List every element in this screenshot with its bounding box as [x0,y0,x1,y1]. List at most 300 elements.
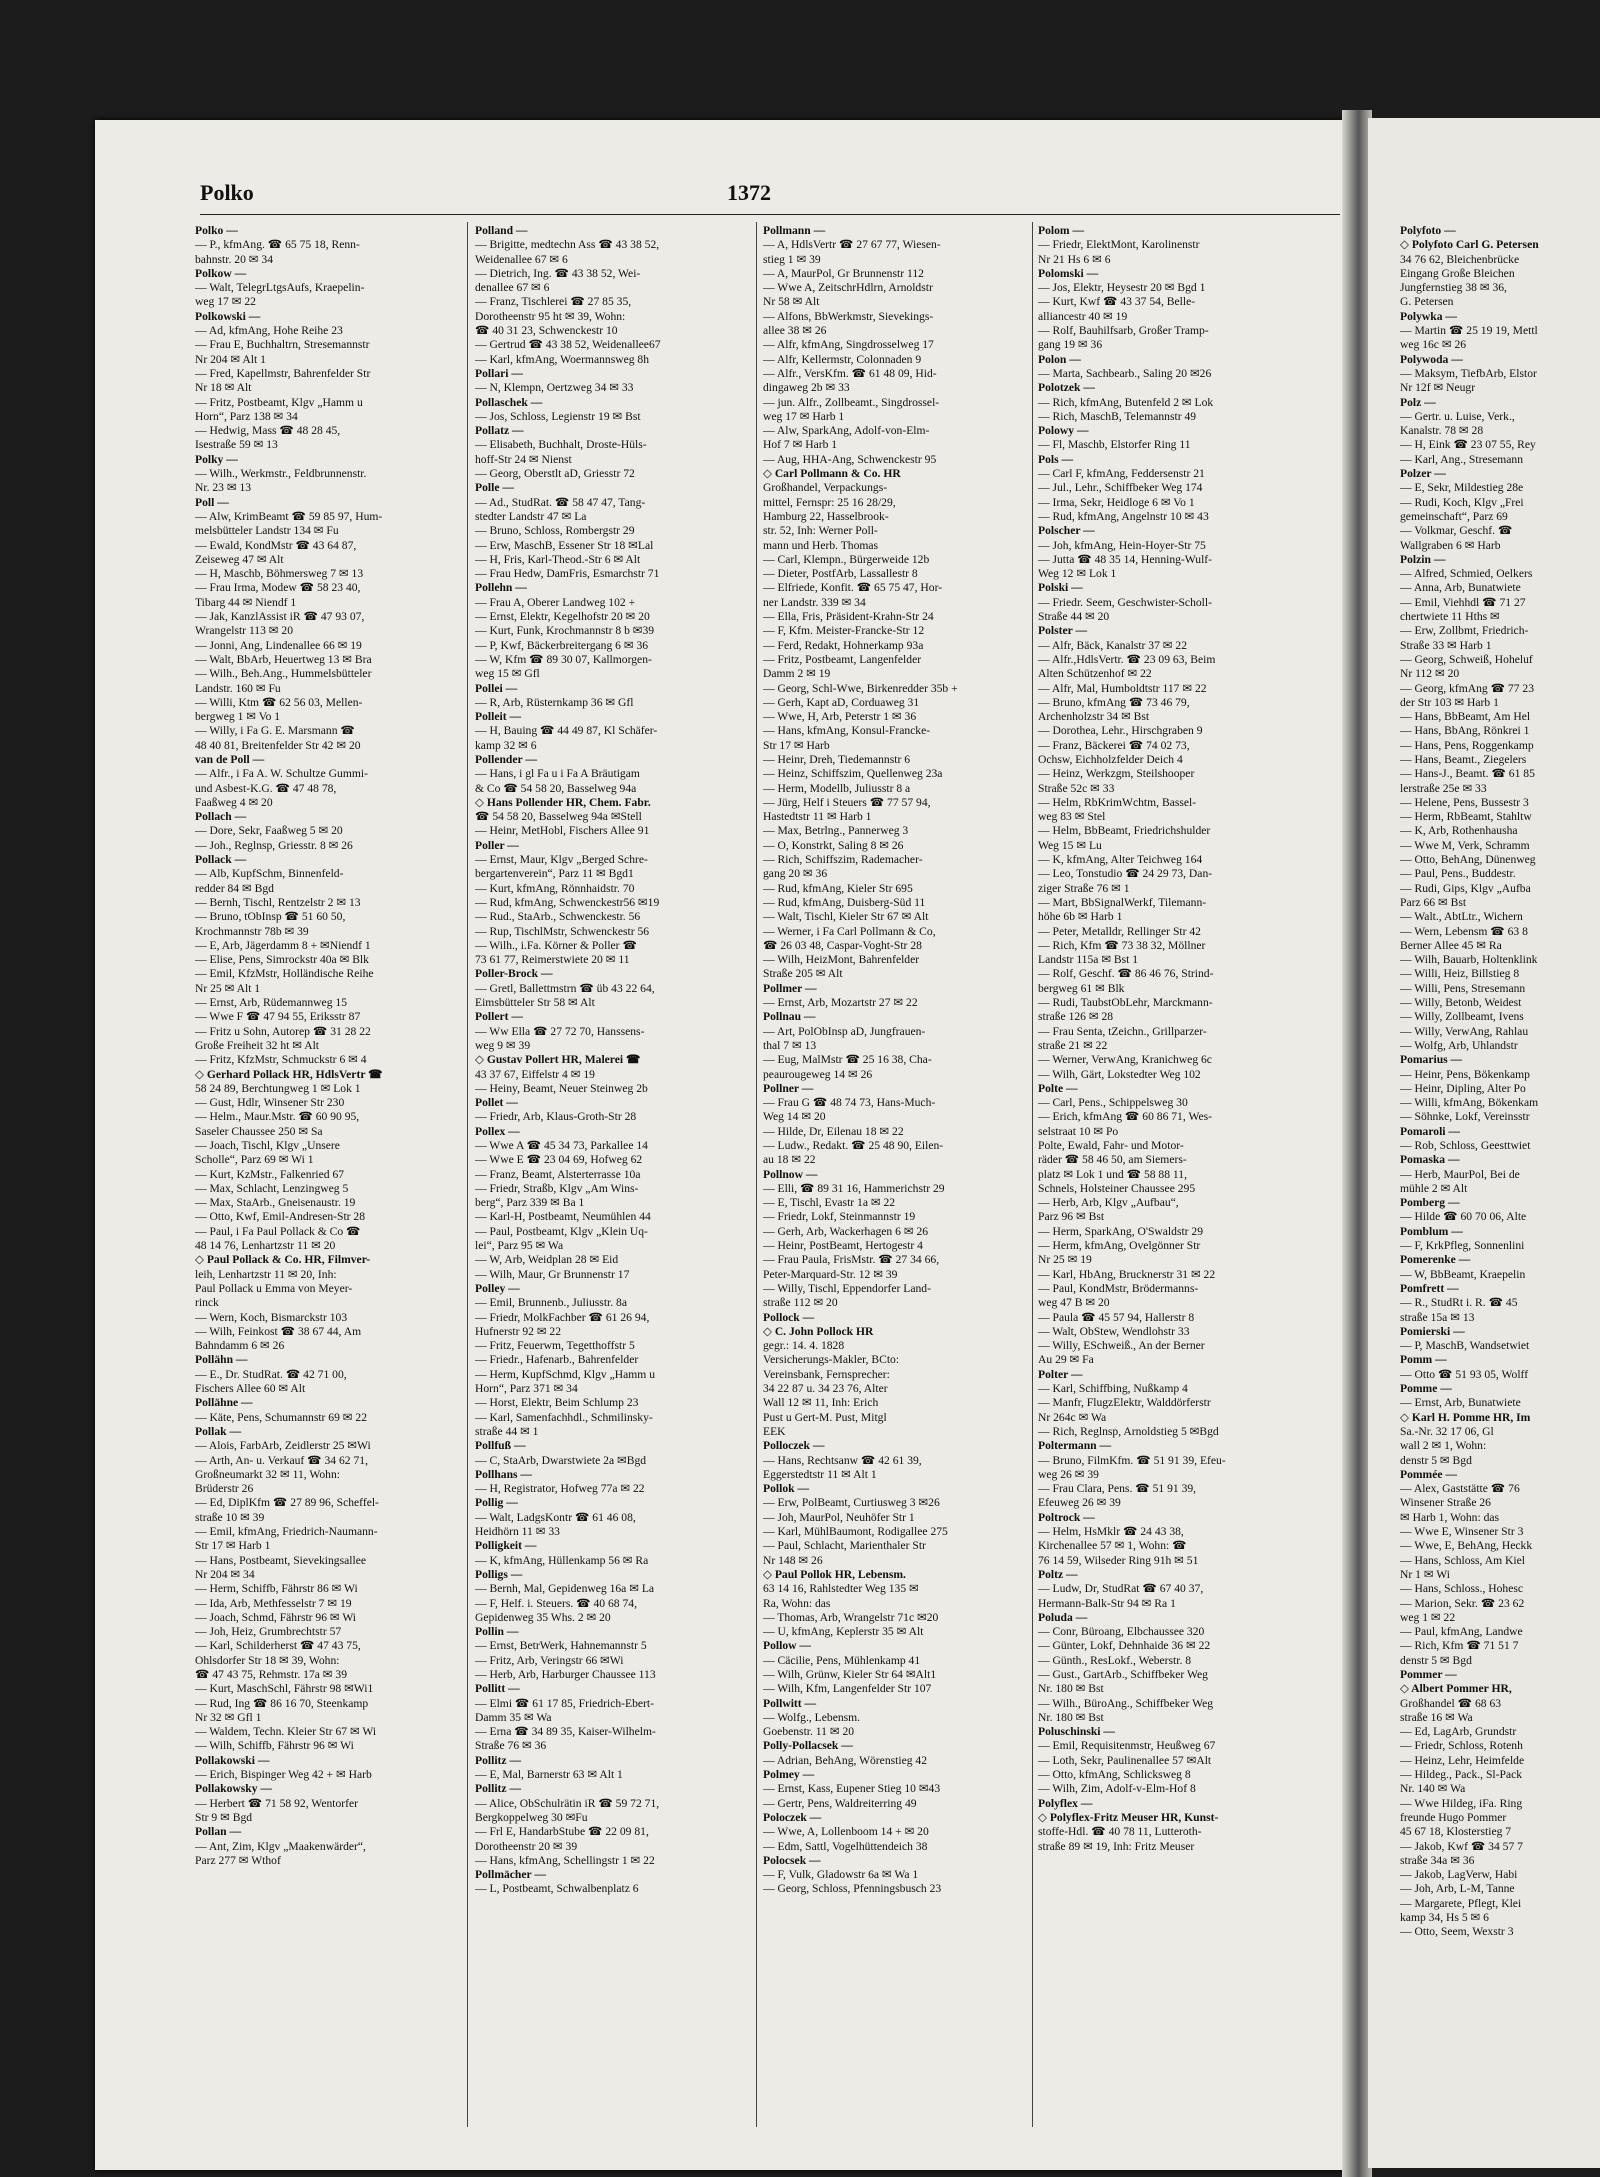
surname-heading: Pollitt — [475,1682,520,1696]
surname-heading: Poluda — [1038,1610,1088,1624]
directory-entry-line: — Ludw., Redakt. ☎ 25 48 90, Eilen- [763,1139,944,1152]
surname-heading: Pollwitt — [763,1696,817,1710]
directory-entry-line: Sa.-Nr. 32 17 06, Gl [1400,1424,1494,1438]
directory-entry-line: Hermann-Balk-Str 94 ✉ Ra 1 [1038,1596,1176,1610]
directory-entry-line: — Karl-H, Postbeamt, Neumühlen 44 [475,1210,651,1224]
directory-entry-line: — Rud, kfmAng, Schwenckestr56 ✉19 [475,895,660,909]
surname-heading: Polmey — [763,1768,815,1782]
directory-entry-line: — Wilh, Grünw, Kieler Str 64 ✉Alt1 [763,1667,937,1681]
directory-entry-line: gang 20 ✉ 36 [763,867,828,881]
directory-entry-line: leih, Lenhartzstr 11 ✉ 20, Inh: [195,1267,337,1281]
surname-heading: Polom — [1038,224,1085,237]
directory-entry-line: ◇ Paul Pollok HR, Lebensm. [763,1567,906,1581]
directory-entry-line: ☎ 47 43 75, Rehmstr. 17a ✉ 39 [195,1667,348,1681]
directory-entry-line: — Heinr, Dipling, Alter Po [1400,1081,1526,1095]
directory-entry-line: — Max, Betrlng., Pannerweg 3 [763,824,909,838]
surname-heading: Pollaschek — [475,395,543,409]
directory-entry-line: — Herbert ☎ 71 58 92, Wentorfer [195,1796,359,1810]
directory-entry-line: — Martin ☎ 25 19 19, Mettl [1400,324,1538,338]
directory-entry-line: — Hans, Rechtsanw ☎ 42 61 39, [763,1453,922,1467]
directory-entry-line: alliancestr 40 ✉ 19 [1038,309,1128,323]
directory-entry-line: Berner Allee 45 ✉ Ra [1400,938,1502,952]
directory-entry-line: — Walt, Tischl, Kieler Str 67 ✉ Alt [763,910,929,924]
directory-entry-line: Nr 264c ✉ Wa [1038,1410,1107,1424]
directory-entry-line: — H, Registrator, Hofweg 77a ✉ 22 [475,1482,645,1496]
directory-entry-line: — Wwe F ☎ 47 94 55, Eriksstr 87 [195,1010,361,1024]
directory-entry-line: — W, BbBeamt, Kraepelin [1400,1267,1526,1281]
directory-entry-line: — Rolf, Geschf. ☎ 86 46 76, Strind- [1038,967,1214,981]
directory-entry-line: — Ww Ella ☎ 27 72 70, Hanssens- [475,1024,645,1038]
directory-entry-line: — Joach, Schmd, Fährstr 96 ✉ Wi [195,1610,357,1624]
directory-entry-line: — Frau E, Buchhaltrn, Stresemannstr [195,338,370,352]
surname-heading: Polon — [1038,352,1081,366]
directory-entry-line: — Käte, Pens, Schumannstr 69 ✉ 22 [195,1410,368,1424]
directory-entry-line: — Erich, kfmAng ☎ 60 86 71, Wes- [1038,1110,1212,1124]
directory-entry-line: — K, kfmAng, Hüllenkamp 56 ✉ Ra [475,1553,649,1567]
directory-entry-line: — Friedr. Seem, Geschwister-Scholl- [1038,595,1212,609]
directory-entry-line: — Frau G ☎ 48 74 73, Hans-Much- [763,1096,936,1110]
directory-entry-line: Brüderstr 26 [195,1482,254,1496]
directory-entry-line: — Frau Irma, Modew ☎ 58 23 40, [195,581,361,595]
directory-entry-line: — Joh, kfmAng, Hein-Hoyer-Str 75 [1038,538,1206,552]
directory-entry-line: — Fritz, Feuerwm, Tegetthoffstr 5 [475,1339,635,1353]
surname-heading: Poltrock — [1038,1510,1095,1524]
surname-heading: Polowy — [1038,424,1089,438]
directory-entry-line: peaurougeweg 14 ✉ 26 [763,1067,873,1081]
directory-entry-line: ◇ C. John Pollock HR [763,1324,874,1338]
directory-entry-line: — Friedr, ElektMont, Karolinenstr [1038,238,1200,252]
surname-heading: Polle — [475,481,514,495]
directory-entry-line: — Loth, Sekr, Paulinenallee 57 ✉Alt [1038,1753,1212,1767]
directory-entry-line: melsbütteler Landstr 134 ✉ Fu [195,524,339,538]
directory-entry-line: stoffe-Hdl. ☎ 40 78 11, Lutteroth- [1038,1825,1202,1839]
directory-entry-line: Dorotheenstr 95 ht ✉ 39, Wohn: [475,309,626,323]
directory-entry-line: Str 17 ✉ Harb 1 [195,1539,271,1553]
directory-entry-line: — Wwe, H, Arb, Peterstr 1 ✉ 36 [763,710,917,724]
directory-entry-line: — Herm, RbBeamt, Stahltw [1400,810,1532,824]
directory-entry-line: Eimsbütteler Str 58 ✉ Alt [475,996,595,1010]
directory-entry-line: Str 9 ✉ Bgd [195,1810,253,1824]
directory-entry-line: — Willy, i Fa G. E. Marsmann ☎ [195,724,355,738]
directory-entry-line: denstr 5 ✉ Bgd [1400,1653,1472,1667]
directory-entry-line: — Karl, MühlBaumont, Rodigallee 275 [763,1525,948,1539]
directory-entry-line: freunde Hugo Pommer [1400,1810,1507,1824]
surname-heading: Pomaska — [1400,1153,1460,1167]
directory-entry-line: — Willy, ESchweiß., An der Berner [1038,1339,1205,1353]
directory-entry-line: — Gertr. u. Luise, Verk., [1400,409,1515,423]
surname-heading: Polomski — [1038,266,1099,280]
directory-entry-line: — Heiny, Beamt, Neuer Steinweg 2b [475,1081,648,1095]
directory-entry-line: — K, kfmAng, Alter Teichweg 164 [1038,853,1203,867]
directory-entry-line: weg 16c ✉ 26 [1400,338,1467,352]
directory-entry-line: Paul Pollack u Emma von Meyer- [195,1281,353,1295]
directory-entry-line: — Elisabeth, Buchhalt, Droste-Hüls- [475,438,647,452]
surname-heading: Pollex — [475,1124,520,1138]
directory-entry-line: Wall 12 ✉ 11, Inh: Erich [763,1396,879,1410]
directory-entry-line: — Wilh, Schiffb, Fährstr 96 ✉ Wi [195,1739,354,1753]
directory-entry-line: — K, Arb, Rothenhausha [1400,824,1518,838]
directory-entry-line: lerstraße 25e ✉ 33 [1400,781,1487,795]
directory-entry-line: au 18 ✉ 22 [763,1153,816,1167]
directory-entry-line: — Rudi, Koch, Klgv „Frei [1400,495,1524,509]
directory-entry-line: — Kurt, MaschSchl, Fährstr 98 ✉Wi1 [195,1682,374,1696]
surname-heading: Pomaroli — [1400,1124,1461,1138]
directory-entry-line: — Joh, Arb, L-M, Tanne [1400,1882,1515,1896]
directory-entry-line: straße 112 ✉ 20 [763,1296,838,1310]
directory-entry-line: — Hans, BbAng, Rönkrei 1 [1400,724,1530,738]
directory-entry-line: — Rich, Reglnsp, Arnoldstieg 5 ✉Bgd [1038,1424,1219,1438]
directory-entry-line: — Ernst, Arb, Rüdemannweg 15 [195,996,347,1010]
directory-entry-line: Straße 76 ✉ 36 [475,1739,547,1753]
directory-entry-line: — Alfr.,HdlsVertr. ☎ 23 09 63, Beim [1038,652,1216,666]
directory-entry-line: — Karl, Ang., Stresemann [1400,452,1524,466]
directory-entry-line: hoff-Str 24 ✉ Nienst [475,452,572,466]
surname-heading: Polley — [475,1281,520,1295]
directory-entry-line: — Heinr, Pens, Bökenkamp [1400,1067,1530,1081]
directory-entry-line: — Alfr, Mal, Humboldtstr 117 ✉ 22 [1038,681,1207,695]
directory-entry-line: Versicherungs-Makler, BCto: [763,1353,900,1367]
surname-heading: Pollari — [475,366,523,380]
directory-entry-line: 73 61 77, Reimerstwiete 20 ✉ 11 [475,953,630,967]
directory-entry-line: Großhandel ☎ 68 63 [1400,1696,1502,1710]
directory-entry-line: — Wern, Koch, Bismarckstr 103 [195,1310,348,1324]
directory-entry-line: — Kurt, Funk, Krochmannstr 8 b ✉39 [475,624,655,638]
page-number: 1372 [727,180,771,205]
directory-entry-line: Archenholzstr 34 ✉ Bst [1038,710,1150,724]
directory-entry-line: — Max, StaArb., Gneisenaustr. 19 [195,1196,356,1210]
directory-entry-line: mittel, Fernspr: 25 16 28/29, [763,495,896,509]
directory-entry-line: — Rud, Ing ☎ 86 16 70, Steenkamp [195,1696,369,1710]
directory-entry-line: — Ludw, Dr, StudRat ☎ 67 40 37, [1038,1582,1204,1596]
directory-entry-line: — F, KrkPfleg, Sonnenlini [1400,1239,1525,1253]
directory-entry-line: — Walt, BbArb, Heuertweg 13 ✉ Bra [195,652,372,666]
directory-entry-line: — Rudi, TaubstObLehr, Marckmann- [1038,996,1213,1010]
directory-entry-line: Kirchenallee 57 ✉ 1, Wohn: ☎ [1038,1539,1187,1553]
directory-entry-line: — Karl, Schilderherst ☎ 47 43 75, [195,1639,361,1653]
surname-heading: Poller-Brock — [475,967,553,981]
directory-entry-line: — W, Arb, Weidplan 28 ✉ Eid [475,1253,619,1267]
directory-entry-line: gegr.: 14. 4. 1828 [763,1339,845,1353]
directory-entry-line: stedter Landstr 47 ✉ La [475,509,587,523]
directory-entry-line: 63 14 16, Rahlstedter Weg 135 ✉ [763,1582,919,1596]
directory-entry-line: — Wwe A ☎ 45 34 73, Parkallee 14 [475,1139,648,1152]
directory-entry-line: — Wwe E, Winsener Str 3 [1400,1525,1524,1539]
surname-heading: Pollok — [763,1482,810,1496]
directory-entry-line: — Frau Paula, FrisMstr. ☎ 27 34 66, [763,1253,940,1267]
directory-entry-line: Ra, Wohn: das [763,1596,831,1610]
directory-entry-line: — Carl, Klempn., Bürgerweide 12b [763,552,930,566]
directory-entry-line: — Otto, Seem, Wexstr 3 [1400,1925,1514,1939]
directory-entry-line: — P, MaschB, Wandsetwiet [1400,1339,1530,1353]
directory-entry-line: — Margarete, Pflegt, Klei [1400,1896,1522,1910]
directory-entry-line: — Ewald, KondMstr ☎ 43 64 87, [195,538,357,552]
directory-entry-line: — Hans, Beamt., Ziegelers [1400,752,1527,766]
directory-entry-line: — Werner, VerwAng, Kranichweg 6c [1038,1053,1212,1067]
directory-entry-line: bergweg 1 ✉ Vo 1 [195,710,281,724]
surname-heading: Polocsek — [763,1853,821,1867]
directory-entry-line: Nr 12f ✉ Neugr [1400,381,1476,395]
directory-entry-line: — Alfr., i Fa A. W. Schultze Gummi- [195,767,368,781]
surname-heading: Pollert — [475,1010,523,1024]
directory-entry-line: Nr. 23 ✉ 13 [195,481,252,495]
header-rule [200,214,1340,215]
directory-entry-line: — Marta, Sachbearb., Saling 20 ✉26 [1038,366,1212,380]
directory-entry-line: — Karl, Samenfachhdl., Schmilinsky- [475,1410,653,1424]
directory-entry-line: Hufnerstr 92 ✉ 22 [475,1324,562,1338]
directory-entry-line: — Emil, KfzMstr, Holländische Reihe [195,967,374,981]
directory-entry-line: — Otto, BehAng, Dünenweg [1400,853,1536,867]
directory-entry-line: — Hans, i gl Fa u i Fa A Bräutigam [475,767,640,781]
directory-entry-line: — Heinr, MetHobl, Fischers Allee 91 [475,824,650,838]
directory-entry-line: — Bruno, kfmAng ☎ 73 46 79, [1038,695,1190,709]
directory-entry-line: — Günth., ResLokf., Weberstr. 8 [1038,1653,1192,1667]
directory-entry-line: rinck [195,1296,219,1310]
directory-entry-line: ◇ Karl H. Pomme HR, Im [1400,1410,1531,1424]
directory-entry-line: — Georg, kfmAng ☎ 77 23 [1400,681,1535,695]
directory-entry-line: 45 67 18, Klosterstieg 7 [1400,1825,1512,1839]
column-2 [475,224,750,2129]
directory-entry-line: Weg 14 ✉ 20 [763,1110,826,1124]
directory-entry-line: — Kurt, kfmAng, Rönnhaidstr. 70 [475,881,635,895]
directory-entry-line: — Peter, Metalldr, Rellinger Str 42 [1038,924,1201,938]
directory-entry-line: Fischers Allee 60 ✉ Alt [195,1382,306,1396]
directory-entry-line: weg 15 ✉ Gfl [475,667,540,681]
surname-heading: Poll — [195,495,229,509]
directory-entry-line: gang 19 ✉ 36 [1038,338,1103,352]
column-divider [467,222,468,2127]
directory-entry-line: straße 44 ✉ 1 [475,1424,539,1438]
directory-entry-line: — Wwe, A, Lollenboom 14 + ✉ 20 [763,1825,929,1839]
surname-heading: Pollnow — [763,1167,818,1181]
directory-entry-line: — Adrian, BehAng, Wörenstieg 42 [763,1753,928,1767]
directory-entry-line: — Herm, KupfSchmd, Klgv „Hamm u [475,1367,655,1381]
directory-entry-line: — Gerh, Kapt aD, Corduaweg 31 [763,695,920,709]
directory-entry-line: Str 17 ✉ Harb [763,738,830,752]
directory-entry-line: Schnels, Holsteiner Chaussee 295 [1038,1181,1196,1195]
directory-entry-line: — Willy, VerwAng, Rahlau [1400,1024,1529,1038]
directory-entry-line: Eingang Große Bleichen [1400,266,1515,280]
facing-page-column [1400,224,1600,2129]
directory-entry-line: — Wilh, Feinkost ☎ 38 67 44, Am [195,1324,362,1338]
directory-entry-line: straße 10 ✉ 39 [195,1510,265,1524]
directory-entry-line: Nr 204 ✉ Alt 1 [195,352,266,366]
directory-entry-line: — Gerh, Arb, Wackerhagen 6 ✉ 26 [763,1224,929,1238]
directory-entry-line: — Wilh, Zim, Adolf-v-Elm-Hof 8 [1038,1782,1196,1796]
directory-entry-line: — Emil, kfmAng, Friedrich-Naumann- [195,1525,378,1539]
directory-entry-line: — Emil, Brunnenb., Juliusstr. 8a [475,1296,628,1310]
directory-entry-line: — Helm, HsMklr ☎ 24 43 38, [1038,1525,1184,1539]
surname-heading: Pomberg — [1400,1196,1460,1210]
directory-entry-line: — Jonni, Ang, Lindenallee 66 ✉ 19 [195,638,362,652]
directory-entry-line: — Ferd, Redakt, Hohnerkamp 93a [763,638,924,652]
directory-entry-line: — Herb, MaurPol, Bei de [1400,1167,1520,1181]
directory-entry-line: — Gretl, Ballettmstrn ☎ üb 43 22 64, [475,981,655,995]
directory-entry-line: — Cäcilie, Pens, Mühlenkamp 41 [763,1653,921,1667]
directory-entry-line: — Paul, KondMstr, Brödermanns- [1038,1281,1199,1295]
directory-entry-line: — Karl, kfmAng, Woermannsweg 8h [475,352,650,366]
directory-entry-line: Damm 35 ✉ Wa [475,1710,552,1724]
column-1 [195,224,460,2129]
directory-entry-line: Au 29 ✉ Fa [1038,1353,1094,1367]
directory-entry-line: — Rud, kfmAng, Duisberg-Süd 11 [763,895,926,909]
directory-entry-line: — Alb, KupfSchm, Binnenfeld- [195,867,344,881]
surname-heading: Pommer — [1400,1667,1457,1681]
directory-entry-line: straße 34a ✉ 36 [1400,1853,1475,1867]
surname-heading: Pollmer — [763,981,817,995]
directory-entry-line: Scholle“, Parz 69 ✉ Wi 1 [195,1153,314,1167]
directory-entry-line: — H, Eink ☎ 23 07 55, Rey [1400,438,1536,452]
directory-entry-line: — Willy, Betonb, Weidest [1400,996,1522,1010]
directory-entry-line: — Alfr, Bäck, Kanalstr 37 ✉ 22 [1038,638,1187,652]
surname-heading: Polywoda — [1400,352,1463,366]
directory-entry-line: — Elise, Pens, Simrockstr 40a ✉ Blk [195,953,369,967]
surname-heading: Polster — [1038,624,1088,638]
directory-entry-line: und Asbest-K.G. ☎ 47 48 78, [195,781,337,795]
directory-entry-line: Horn“, Parz 138 ✉ 34 [195,409,298,423]
directory-entry-line: Hof 7 ✉ Harb 1 [763,438,838,452]
directory-entry-line: Große Freiheit 32 ht ✉ Alt [195,1038,320,1052]
directory-entry-line: Parz 96 ✉ Bst [1038,1210,1105,1224]
directory-entry-line: 34 76 62, Bleichenbrücke [1400,252,1520,266]
directory-entry-line: — Gertr, Pens, Waldreiterring 49 [763,1796,917,1810]
directory-entry-line: — Carl, Pens., Schippelsweg 30 [1038,1096,1188,1110]
directory-entry-line: — Conr, Büroang, Elbchaussee 320 [1038,1625,1205,1639]
directory-entry-line: lei“, Parz 95 ✉ Wa [475,1239,564,1253]
directory-entry-line: Weg 12 ✉ Lok 1 [1038,567,1117,581]
directory-entry-line: — Ernst, Elektr, Kegelhofstr 20 ✉ 20 [475,610,650,624]
directory-entry-line: weg 47 B ✉ 20 [1038,1296,1110,1310]
directory-entry-line: — Herb, Arb, Klgv „Aufbau“, [1038,1196,1179,1210]
directory-entry-line: — Maksym, TiefbArb, Elstor [1400,366,1537,380]
directory-entry-line: selstraat 10 ✉ Po [1038,1124,1119,1138]
directory-entry-line: — O, Konstrkt, Saling 8 ✉ 26 [763,838,904,852]
directory-entry-line: Vereinsbank, Fernsprecher: [763,1367,890,1381]
surname-heading: Pols — [1038,452,1074,466]
directory-entry-line: — Wwe A, ZeitschrHdlrn, Arnoldstr [763,281,933,295]
directory-entry-line: — Mart, BbSignalWerkf, Tilemann- [1038,895,1207,909]
directory-entry-line: — Ad, kfmAng, Hohe Reihe 23 [195,324,343,338]
directory-entry-line: ziger Straße 76 ✉ 1 [1038,881,1130,895]
directory-entry-line: — Heinr, Dreh, Tiedemannstr 6 [763,752,911,766]
surname-heading: Polte — [1038,1081,1078,1095]
directory-entry-line: — Joh., Reglnsp, Griesstr. 8 ✉ 26 [195,838,353,852]
directory-entry-line: — L, Postbeamt, Schwalbenplatz 6 [475,1882,639,1896]
directory-entry-line: — A, MaurPol, Gr Brunnenstr 112 [763,266,924,280]
directory-entry-line: — Jak, KanzlAssist iR ☎ 47 93 07, [195,610,365,624]
directory-entry-line: — Paul, Pens., Buddestr. [1400,867,1516,881]
directory-entry-line: — Wilh., i.Fa. Körner & Poller ☎ [475,938,637,952]
directory-entry-line: — Georg, Schloss, Pfenningsbusch 23 [763,1882,942,1896]
surname-heading: Pomm — [1400,1353,1447,1367]
directory-entry-line: — Jos, Schloss, Legienstr 19 ✉ Bst [475,409,641,423]
directory-entry-line: — Friedr, Schloss, Rotenh [1400,1739,1523,1753]
surname-heading: Pollach — [195,810,247,824]
directory-entry-line: — Willy, Tischl, Eppendorfer Land- [763,1281,931,1295]
directory-entry-line: Eggerstedtstr 11 ✉ Alt 1 [763,1467,877,1481]
directory-entry-line: — Hilde, Dr, Eilenau 18 ✉ 22 [763,1124,904,1138]
surname-heading: Pollfuß — [475,1439,526,1453]
directory-entry-line: — Walt., AbtLtr., Wichern [1400,910,1523,924]
surname-heading: Pollakowsky — [195,1782,272,1796]
surname-heading: Pomerenke — [1400,1253,1471,1267]
column-3 [763,224,1038,2129]
directory-entry-line: — Alw, SparkAng, Adolf-von-Elm- [763,424,930,438]
directory-entry-line: — Karl, HbAng, Brucknerstr 31 ✉ 22 [1038,1267,1216,1281]
directory-entry-line: — Wwe E ☎ 23 04 69, Hofweg 62 [475,1153,643,1167]
directory-entry-line: — Walt, ObStew, Wendlohstr 33 [1038,1324,1190,1338]
directory-entry-line: — Dietrich, Ing. ☎ 43 38 52, Wei- [475,266,641,280]
directory-entry-line: — Carl F, kfmAng, Feddersenstr 21 [1038,467,1205,481]
directory-entry-line: — Fl, Maschb, Elstorfer Ring 11 [1038,438,1191,452]
directory-entry-line: — Hans, Schloss, Am Kiel [1400,1553,1525,1567]
directory-entry-line: Bahndamm 6 ✉ 26 [195,1339,285,1353]
surname-heading: Pollähn — [195,1353,248,1367]
directory-entry-line: — Herb, Arb, Harburger Chaussee 113 [475,1667,656,1681]
directory-entry-line: — Rich, Kfm ☎ 73 38 32, Möllner [1038,938,1206,952]
directory-entry-line: — Rud., StaArb., Schwenckestr. 56 [475,910,641,924]
directory-entry-line: — Emil, Viehhdl ☎ 71 27 [1400,595,1526,609]
directory-entry-line: — Franz, Tischlerei ☎ 27 85 35, [475,295,632,309]
directory-entry-line: — Dore, Sekr, Faaßweg 5 ✉ 20 [195,824,343,838]
directory-entry-line: 76 14 59, Wilseder Ring 91h ✉ 51 [1038,1553,1199,1567]
directory-entry-line: str. 52, Inh: Werner Poll- [763,524,878,538]
directory-entry-line: ◇ Gerhard Pollack HR, HdlsVertr ☎ [195,1067,383,1081]
directory-entry-line: — Walt, TelegrLtgsAufs, Kraepelin- [195,281,365,295]
directory-entry-line: — Heinr, PostBeamt, Hertogestr 4 [763,1239,923,1253]
directory-entry-line: Ochsw, Eichholzfelder Deich 4 [1038,752,1183,766]
directory-entry-line: — Friedr, MolkFachber ☎ 61 26 94, [475,1310,650,1324]
surname-heading: Polywka — [1400,309,1458,323]
surname-heading: Pollmann — [763,224,826,237]
surname-heading: Pollei — [475,681,518,695]
surname-heading: Polzin — [1400,552,1446,566]
surname-heading: Pomarius — [1400,1053,1463,1067]
directory-entry-line: Nr. 180 ✉ Bst [1038,1682,1104,1696]
directory-entry-line: thal 7 ✉ 13 [763,1038,817,1052]
directory-entry-line: — Werner, i Fa Carl Pollmann & Co, [763,924,936,938]
directory-entry-line: Pust u Gert-M. Pust, Mitgl [763,1410,887,1424]
directory-entry-line: — Ed, DiplKfm ☎ 27 89 96, Scheffel- [195,1496,379,1510]
directory-entry-line: der Str 103 ✉ Harb 1 [1400,695,1499,709]
directory-entry-line: Nr 112 ✉ 20 [1400,667,1460,681]
directory-entry-line: — Hans, kfmAng, Schellingstr 1 ✉ 22 [475,1853,655,1867]
directory-entry-line: Winsener Straße 26 [1400,1496,1491,1510]
directory-entry-line: — Brigitte, medtechn Ass ☎ 43 38 52, [475,238,660,252]
directory-entry-line: — Bruno, tObInsp ☎ 51 60 50, [195,910,346,924]
directory-entry-line: Nr 25 ✉ 19 [1038,1253,1092,1267]
directory-entry-line: Parz 66 ✉ Bst [1400,895,1467,909]
directory-entry-line: — Kurt, KzMstr., Falkenried 67 [195,1167,345,1181]
directory-entry-line: — Willi, kfmAng, Bökenkam [1400,1096,1539,1110]
directory-entry-line: — Fritz u Sohn, Autorep ☎ 31 28 22 [195,1024,371,1038]
directory-entry-line: Faaßweg 4 ✉ 20 [195,795,273,809]
surname-heading: Polter — [1038,1367,1083,1381]
surname-heading: Polloczek — [763,1439,825,1453]
directory-entry-line: — Friedr, Arb, Klaus-Groth-Str 28 [475,1110,637,1124]
directory-entry-line: — Elmi ☎ 61 17 85, Friedrich-Ebert- [475,1696,654,1710]
directory-entry-line: — Rup, TischlMstr, Schwenckestr 56 [475,924,650,938]
directory-entry-line: bahnstr. 20 ✉ 34 [195,252,273,266]
surname-heading: Pommée — [1400,1467,1457,1481]
directory-entry-line: Nr 204 ✉ 34 [195,1567,255,1581]
directory-entry-line: — Söhnke, Lokf, Vereinsstr [1400,1110,1530,1124]
directory-entry-line: — Wilh., Beh.Ang., Hummelsbütteler [195,667,372,681]
directory-entry-line: 48 40 81, Breitenfelder Str 42 ✉ 20 [195,738,361,752]
directory-entry-line: — Joh, Heiz, Grumbrechtstr 57 [195,1625,342,1639]
directory-entry-line: — Georg, Schl-Wwe, Birkenredder 35b + [763,681,958,695]
directory-entry-line: weg 83 ✉ Stel [1038,810,1106,824]
directory-entry-line: — Ant, Zim, Klgv „Maakenwärder“, [195,1839,366,1853]
